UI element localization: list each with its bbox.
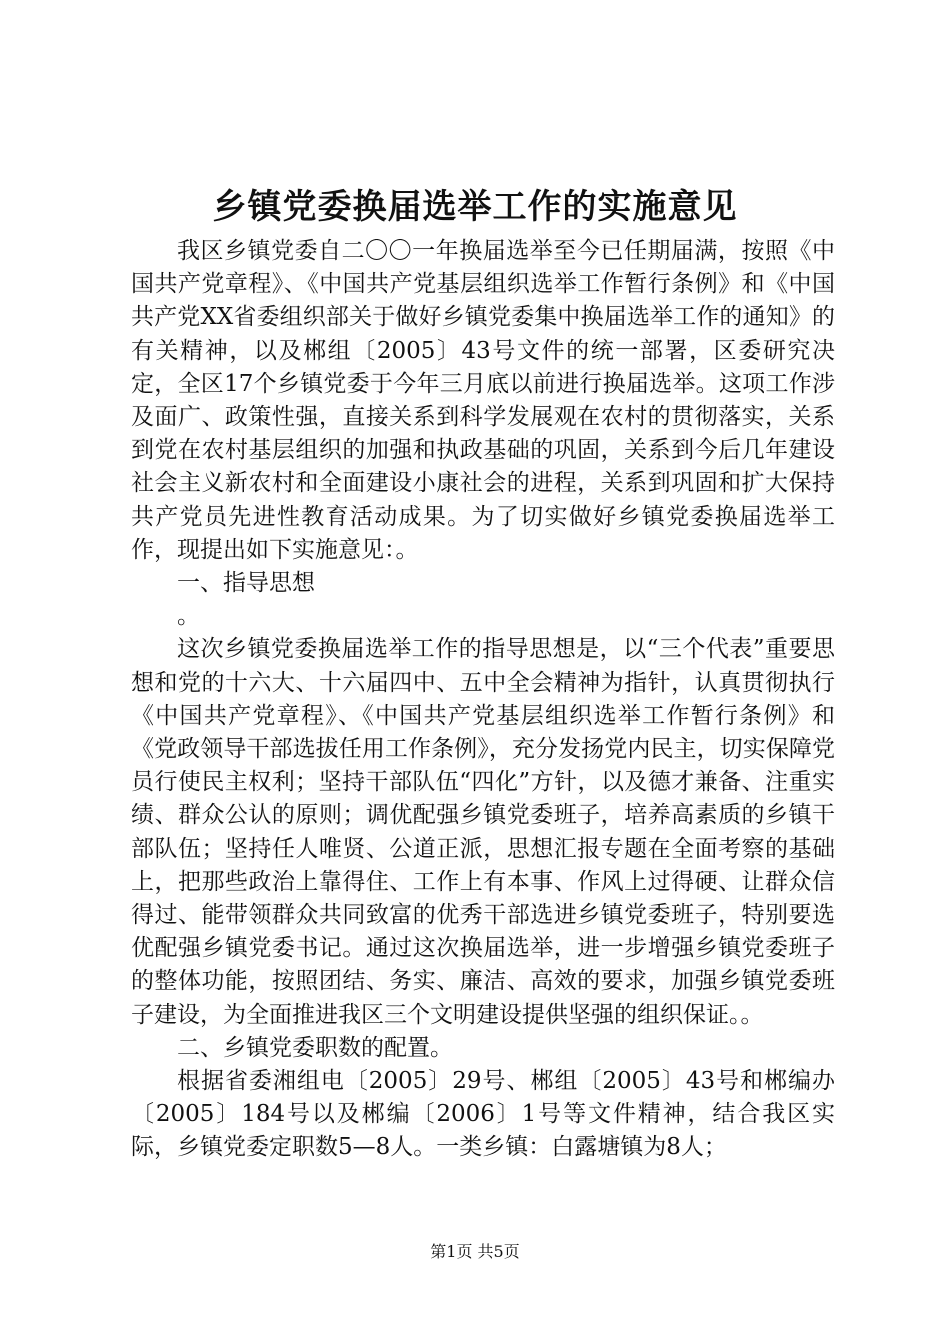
paragraph-positions: 根据省委湘组电〔2005〕29号、郴组〔2005〕43号和郴编办〔2005〕184号以及郴编〔2006〕1号等文件精神，结合我区实际，乡镇党委定职数5—8人。一类乡镇：白露塘镇为8人； — [131, 1068, 835, 1161]
document-title: 乡镇党委换届选举工作的实施意见 — [212, 187, 738, 227]
paragraph-dot: 。 — [177, 603, 200, 630]
document-body — [131, 235, 835, 1165]
paragraph-intro: 我区乡镇党委自二〇〇一年换届选举至今已任期届满，按照《中国共产党章程》、《中国共产党基层组织选举工作暂行条例》和《中国共产党XX省委组织部关于做好乡镇党委集中换届选举工作的通知》的有关精神，以及郴组〔2005〕43号文件的统一部署，区委研究决定，全区17个乡镇党委于今年三月底以前进行换届选举。这项工作涉及面广、政策性强，直接关系到科学发展观在农村的贯彻落实，关系到党在农村基层组织的加强和执政基础的巩固，关系到今后几年建设社会主义新农村和全面建设小康社会的进程，关系到巩固和扩大保持共产党员先进性教育活动成果。为了切实做好乡镇党委换届选举工作，现提出如下实施意见：。 — [131, 238, 835, 563]
section-heading-guiding-ideology: 一、指导思想 — [177, 570, 315, 597]
paragraph-guiding-ideology: 这次乡镇党委换届选举工作的指导思想是，以“三个代表”重要思想和党的十六大、十六届四中、五中全会精神为指针，认真贯彻执行《中国共产党章程》、《中国共产党基层组织选举工作暂行条例》和《党政领导干部选拔任用工作条例》，充分发扬党内民主，切实保障党员行使民主权利；坚持干部队伍“四化”方针，以及德才兼备、注重实绩、群众公认的原则；调优配强乡镇党委班子，培养高素质的乡镇干部队伍；坚持任人唯贤、公道正派，思想汇报专题在全面考察的基础上，把那些政治上靠得住、工作上有本事、作风上过得硬、让群众信得过、能带领群众共同致富的优秀干部选进乡镇党委班子，特别要选优配强乡镇党委书记。通过这次换届选举，进一步增强乡镇党委班子的整体功能，按照团结、务实、廉洁、高效的要求，加强乡镇党委班子建设，为全面推进我区三个文明建设提供坚强的组织保证。。 — [131, 636, 835, 1028]
section-heading-positions: 二、乡镇党委职数的配置。 — [177, 1034, 453, 1061]
page-footer: 第1页 共5页 — [430, 1242, 520, 1261]
